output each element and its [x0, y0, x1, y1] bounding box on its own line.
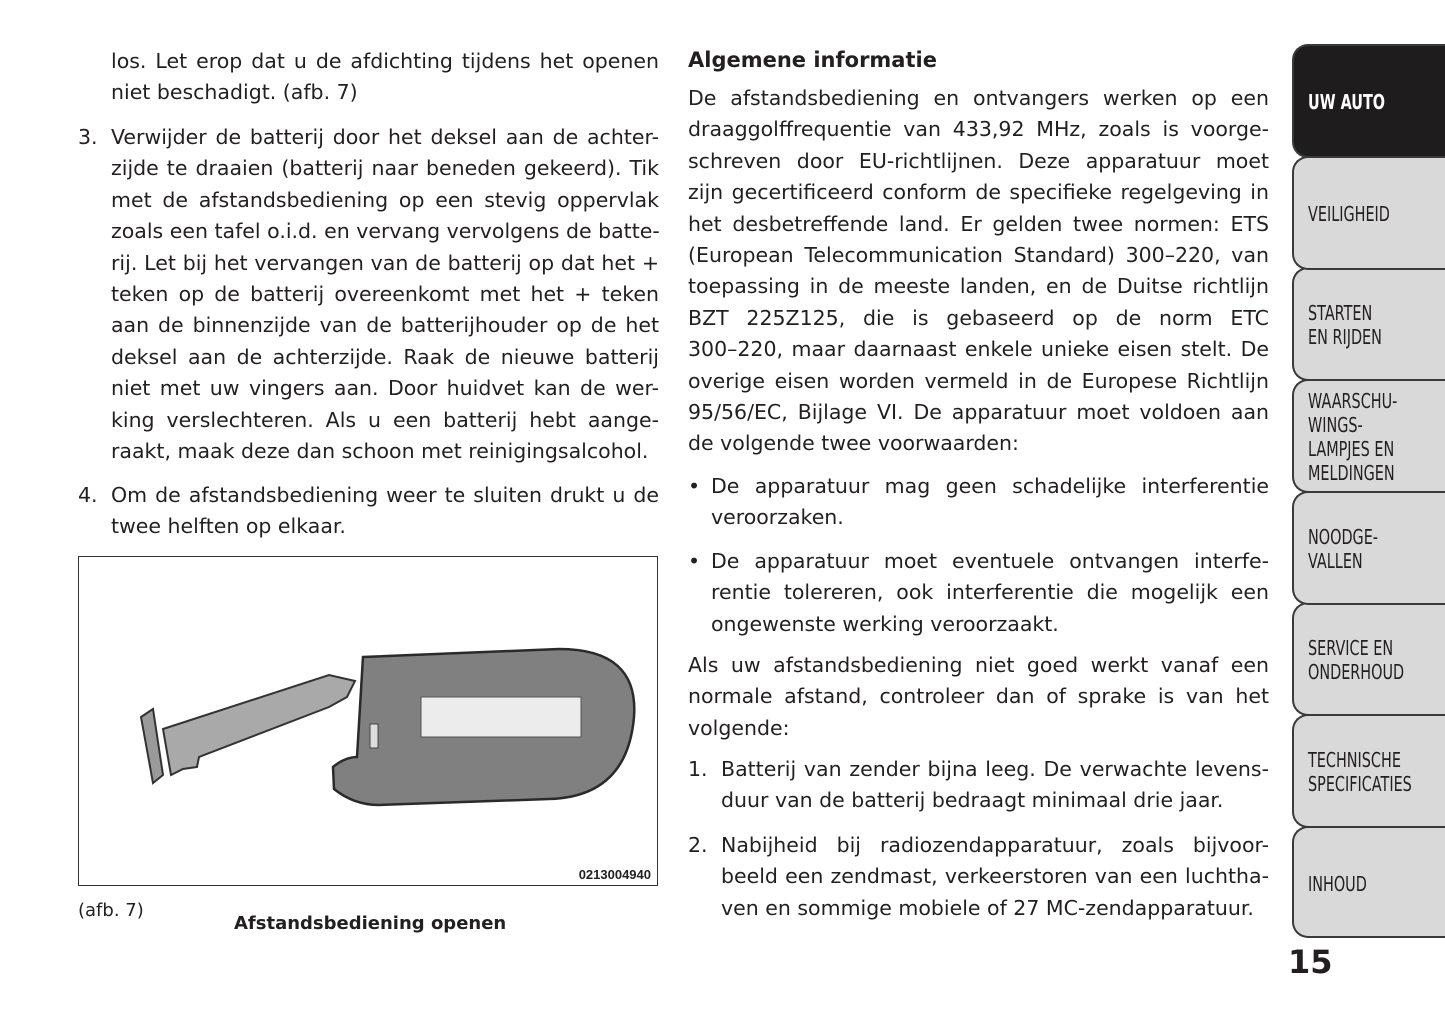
text-line: zijn gecertificeerd conform de specifieke regelgeving in	[688, 180, 1269, 205]
text-line: De apparatuur moet eventuele ontvangen interfe-	[711, 549, 1269, 573]
list-marker: •	[688, 549, 701, 573]
text-line: (European Telecommunication Standard) 300–220, van	[688, 243, 1269, 268]
chapter-tab-technische[interactable]	[1292, 714, 1445, 828]
tab-label: EN RIJDEN	[1308, 325, 1382, 349]
text-line: niet met uw vingers aan. Door huidvet kan de wer-	[111, 376, 659, 401]
text-line: rentie tolereren, ook interferentie die mogelijk een	[711, 580, 1269, 605]
text-line: twee helften op elkaar.	[111, 514, 346, 539]
list-marker: •	[688, 474, 701, 498]
text-line: rij. Let bij het vervangen van de batterij op dat het +	[111, 250, 659, 275]
text-line: teken op de batterij overeenkomt met het + teken	[111, 282, 659, 307]
text-line: normale afstand, controleer dan of sprake is van het	[688, 684, 1269, 709]
chapter-tab-service-en[interactable]	[1292, 602, 1445, 716]
text-line: los. Let erop dat u de afdichting tijdens het openen	[111, 49, 659, 73]
text-line: draaggolffrequentie van 433,92 MHz, zoals is voorge-	[688, 117, 1269, 142]
text-line: schreven door EU-richtlijnen. Deze apparatuur moet	[688, 148, 1269, 173]
list-marker: 3.	[78, 125, 98, 149]
tab-label: LAMPJES EN	[1308, 437, 1395, 461]
list-item	[78, 480, 659, 543]
text-line: De afstandsbediening en ontvangers werken op een	[688, 86, 1269, 110]
key-fob-illustration	[79, 557, 656, 884]
tab-label: ONDERHOUD	[1308, 660, 1405, 684]
intro-paragraph	[111, 46, 659, 109]
tab-label: VEILIGHEID	[1308, 202, 1390, 226]
bullet-item	[688, 471, 1269, 534]
list-marker: 4.	[78, 483, 98, 507]
tab-label: SERVICE EN	[1308, 636, 1394, 660]
tab-label: WAARSCHU-	[1308, 389, 1398, 413]
page-number: 15	[1288, 943, 1333, 981]
tab-label: UW AUTO	[1308, 90, 1386, 114]
chapter-tab-noodge[interactable]	[1292, 491, 1445, 605]
text-line: zijde te draaien (batterij naar beneden gekeerd). Tik	[111, 156, 659, 181]
tab-label: WINGS-	[1308, 413, 1363, 437]
text-line: aan de binnenzijde van de batterijhouder op de het	[111, 313, 659, 338]
tab-label: VALLEN	[1308, 549, 1363, 573]
text-line: overige eisen worden vermeld in de Europese Richtlijn	[688, 368, 1269, 393]
list-item	[688, 830, 1269, 924]
text-line: niet beschadigt. (afb. 7)	[111, 80, 358, 105]
chapter-tab-waarschu[interactable]	[1292, 379, 1445, 493]
list-item	[78, 122, 660, 467]
text-line: 300–220, maar daarnaast enkele unieke eisen stelt. De	[688, 337, 1269, 362]
tab-label: STARTEN	[1308, 301, 1373, 325]
text-line: het desbetreffende land. Er gelden twee normen: ETS	[688, 211, 1269, 236]
list-item	[688, 754, 1269, 817]
figure-code: 0213004940	[578, 867, 651, 882]
chapter-tab-inhoud[interactable]	[1292, 826, 1445, 938]
text-line: 95/56/EC, Bijlage VI. De apparatuur moet voldoen aan	[688, 400, 1269, 425]
list-marker: 2.	[688, 833, 708, 857]
text-line: Nabijheid bij radiozendapparatuur, zoals bijvoor-	[721, 833, 1269, 857]
paragraph	[688, 650, 1269, 744]
chapter-tab-uw-auto[interactable]	[1292, 44, 1445, 158]
section-heading: Algemene informatie	[688, 48, 937, 72]
text-line: beeld een zendmast, verkeerstoren van een luchtha-	[721, 864, 1269, 889]
text-line: De apparatuur mag geen schadelijke interferentie	[711, 474, 1269, 498]
tab-label: NOODGE-	[1308, 525, 1378, 549]
paragraph	[688, 83, 1269, 460]
text-line: de volgende twee voorwaarden:	[688, 431, 1019, 456]
figure-ref: (afb. 7)	[78, 900, 144, 921]
tab-label: TECHNISCHE	[1308, 748, 1401, 772]
bullet-item	[688, 546, 1269, 640]
tab-label: MELDINGEN	[1308, 461, 1395, 485]
text-line: deksel aan de achterzijde. Raak de nieuwe batterij	[111, 344, 659, 369]
text-line: Als uw afstandsbediening niet goed werkt vanaf een	[688, 653, 1269, 677]
text-line: volgende:	[688, 715, 790, 740]
text-line: met de afstandsbediening op een stevig oppervlak	[111, 187, 659, 212]
text-line: ven en sommige mobiele of 27 MC-zendapparatuur.	[721, 895, 1254, 920]
tab-label: SPECIFICATIES	[1308, 772, 1412, 796]
figure-caption: Afstandsbediening openen	[234, 913, 507, 934]
text-line: zoals een tafel o.i.d. en vervang vervolgens de batte-	[111, 219, 660, 244]
text-line: ongewenste werking veroorzaakt.	[711, 611, 1059, 636]
text-line: BZT 225Z125, die is gebaseerd op de norm ETC	[688, 305, 1269, 330]
text-line: king verslechteren. Als u een batterij hebt aange-	[111, 407, 659, 432]
text-line: toepassing in de meeste landen, en de Duitse richtlijn	[688, 274, 1269, 299]
text-line: duur van de batterij bedraagt minimaal drie jaar.	[721, 788, 1224, 813]
text-line: veroorzaken.	[711, 505, 844, 530]
list-marker: 1.	[688, 757, 708, 781]
text-line: Om de afstandsbediening weer te sluiten drukt u de	[111, 483, 659, 507]
tab-label: INHOUD	[1308, 872, 1367, 896]
text-line: raakt, maak deze dan schoon met reinigingsalcohol.	[111, 439, 649, 464]
figure-key-fob	[78, 556, 658, 886]
text-line: Batterij van zender bijna leeg. De verwachte levens-	[721, 757, 1269, 781]
chapter-tab-veiligheid[interactable]	[1292, 156, 1445, 270]
chapter-tab-starten[interactable]	[1292, 267, 1445, 381]
text-line: Verwijder de batterij door het deksel aan de achter-	[111, 125, 659, 149]
